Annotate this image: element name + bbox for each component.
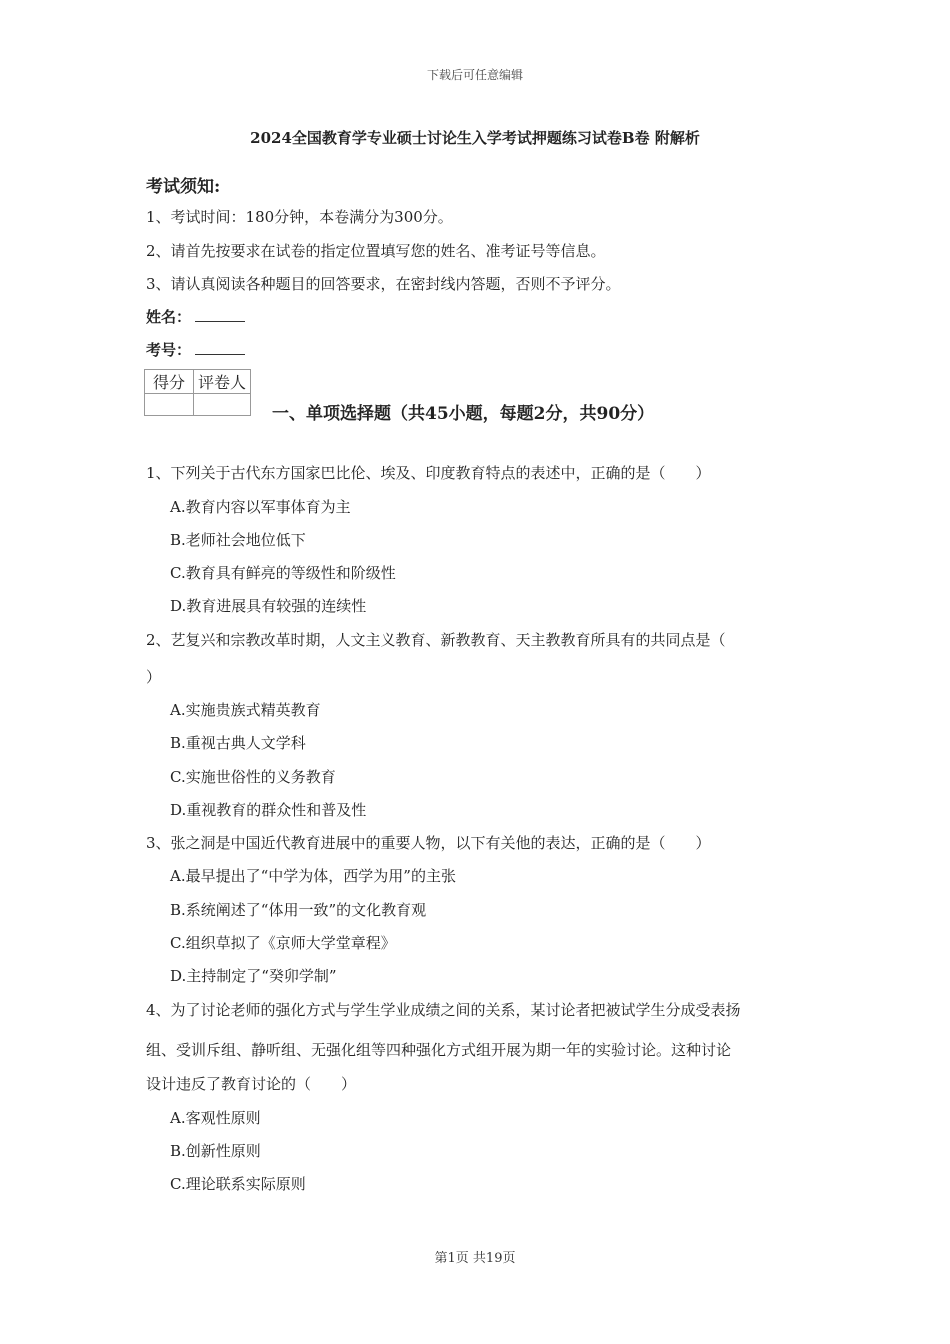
notice-item: 1、考试时间：180分钟，本卷满分为300分。 — [146, 208, 453, 226]
question-option: C.理论联系实际原则 — [170, 1175, 306, 1193]
question-stem: 2、艺复兴和宗教改革时期，人文主义教育、新教教育、天主教教育所具有的共同点是（ — [146, 631, 726, 649]
question-option: A.实施贵族式精英教育 — [170, 701, 321, 719]
section-heading: 一、单项选择题（共45小题，每题2分，共90分） — [272, 404, 655, 424]
page-number: 第1页 共19页 — [434, 1251, 516, 1266]
question-option: B.老师社会地位低下 — [170, 531, 306, 549]
question-option: D.主持制定了“癸卯学制” — [170, 967, 337, 985]
document-title: 2024全国教育学专业硕士讨论生入学考试押题练习试卷B卷 附解析 — [250, 129, 700, 147]
question-option: D.重视教育的群众性和普及性 — [170, 801, 367, 819]
question-option: B.创新性原则 — [170, 1142, 261, 1160]
question-option: A.客观性原则 — [170, 1109, 261, 1127]
name-blank[interactable] — [195, 307, 245, 322]
score-header: 得分 — [145, 370, 194, 394]
question-stem: 1、下列关于古代东方国家巴比伦、埃及、印度教育特点的表述中，正确的是（ ） — [146, 464, 711, 482]
question-stem: ） — [146, 668, 162, 686]
name-label: 姓名： — [146, 308, 192, 326]
score-cell[interactable] — [145, 394, 194, 416]
name-field — [146, 307, 245, 327]
notice-item: 3、请认真阅读各种题目的回答要求，在密封线内答题，否则不予评分。 — [146, 275, 621, 293]
id-field — [146, 340, 245, 360]
question-option: C.实施世俗性的义务教育 — [170, 768, 336, 786]
question-stem: 组、受训斥组、静听组、无强化组等四种强化方式组开展为期一年的实验讨论。这种讨论 — [146, 1041, 732, 1059]
grader-header: 评卷人 — [194, 370, 251, 394]
question-stem: 4、为了讨论老师的强化方式与学生学业成绩之间的关系，某讨论者把被试学生分成受表扬 — [146, 1001, 741, 1019]
grader-cell[interactable] — [194, 394, 251, 416]
question-option: B.重视古典人文学科 — [170, 734, 306, 752]
header-note: 下载后可任意编辑 — [426, 68, 523, 82]
id-label: 考号： — [146, 341, 192, 359]
question-option: A.最早提出了“中学为体，西学为用”的主张 — [170, 867, 456, 885]
question-stem: 设计违反了教育讨论的（ ） — [146, 1075, 357, 1093]
score-table — [144, 369, 251, 416]
question-option: A.教育内容以军事体育为主 — [170, 498, 351, 516]
notice-item: 2、请首先按要求在试卷的指定位置填写您的姓名、准考证号等信息。 — [146, 242, 606, 260]
id-blank[interactable] — [195, 340, 245, 355]
question-option: C.教育具有鲜亮的等级性和阶级性 — [170, 564, 396, 582]
notice-heading: 考试须知: — [146, 177, 221, 197]
question-option: C.组织草拟了《京师大学堂章程》 — [170, 934, 396, 952]
question-option: D.教育进展具有较强的连续性 — [170, 597, 367, 615]
question-option: B.系统阐述了“体用一致”的文化教育观 — [170, 901, 427, 919]
question-stem: 3、张之洞是中国近代教育进展中的重要人物，以下有关他的表达，正确的是（ ） — [146, 834, 711, 852]
